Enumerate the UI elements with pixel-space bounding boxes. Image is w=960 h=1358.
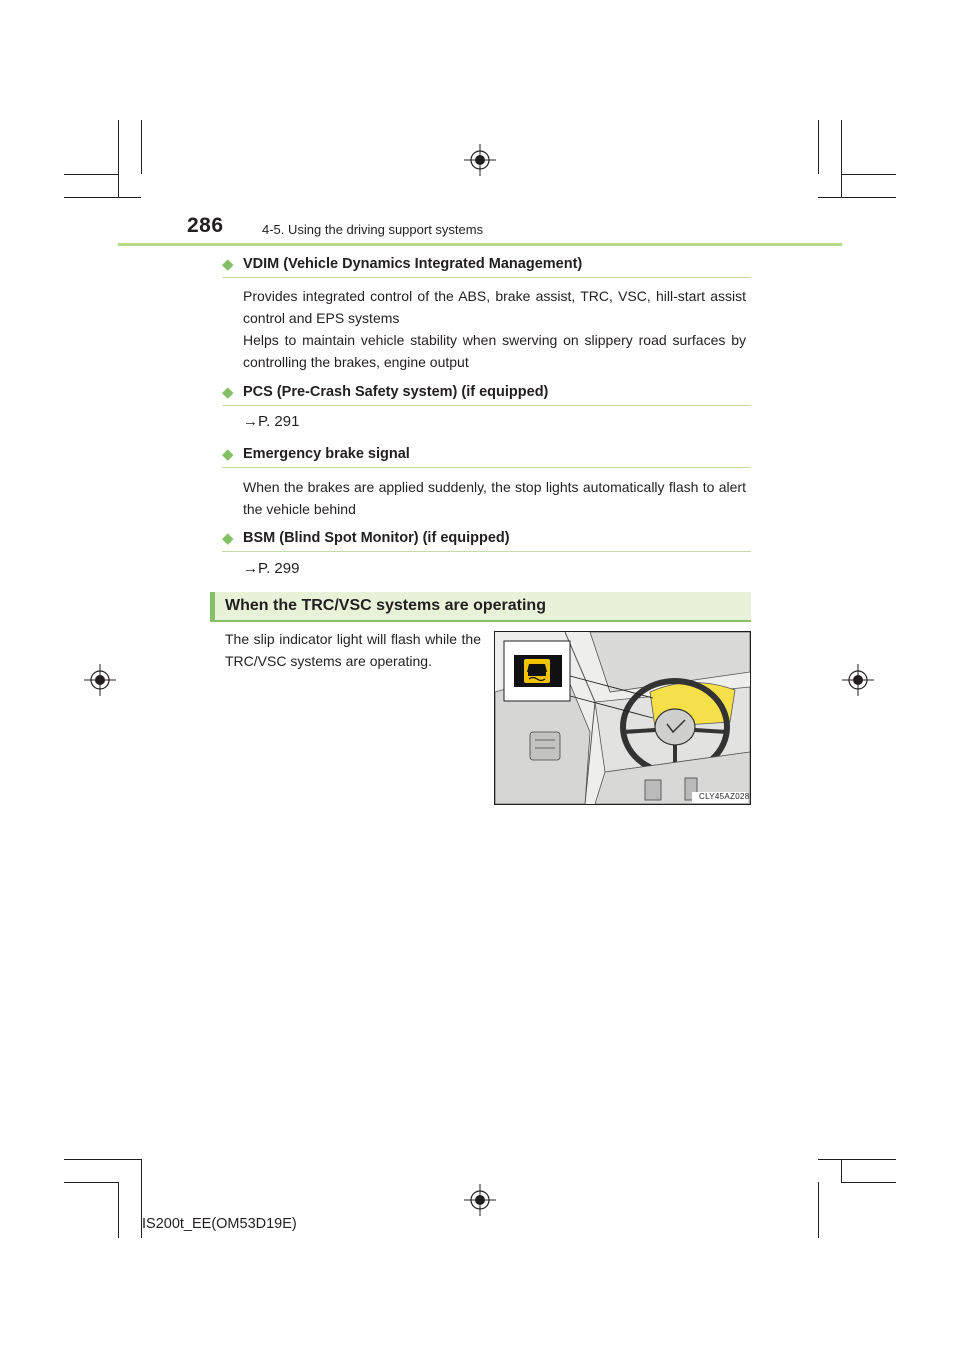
registration-mark-icon	[464, 1184, 496, 1216]
dashboard-illustration	[494, 631, 751, 805]
slip-indicator-icon	[524, 659, 550, 683]
section-rule	[210, 620, 751, 622]
diamond-icon: ◆	[222, 446, 234, 463]
registration-mark-icon	[842, 664, 874, 696]
cockpit-drawing-icon	[495, 632, 750, 804]
crop-mark	[818, 1159, 896, 1160]
item-body: Provides integrated control of the ABS, brake assist, TRC, VSC, hill-start assist control and EPS systems	[243, 288, 746, 326]
item-rule	[222, 405, 751, 406]
crop-mark	[841, 1182, 896, 1183]
document-id: IS200t_EE(OM53D19E)	[142, 1216, 297, 1232]
registration-mark-icon	[464, 144, 496, 176]
crop-mark	[64, 197, 141, 198]
page-reference: →P. 291	[243, 413, 300, 430]
item-heading-text: PCS (Pre-Crash Safety system) (if equipped)	[243, 384, 549, 400]
header-rule	[118, 243, 842, 246]
crop-mark	[64, 1182, 118, 1183]
crop-mark	[64, 1159, 141, 1160]
diamond-icon: ◆	[222, 256, 234, 273]
section-title: 4-5. Using the driving support systems	[262, 222, 484, 237]
crop-mark	[818, 120, 819, 174]
registration-mark-icon	[84, 664, 116, 696]
item-heading-text: VDIM (Vehicle Dynamics Integrated Management)	[243, 256, 583, 272]
item-rule	[222, 551, 751, 552]
section-heading: When the TRC/VSC systems are operating	[225, 597, 546, 614]
crop-mark	[841, 174, 896, 175]
figure-code: CLY45AZ028	[699, 792, 750, 801]
item-body: When the brakes are applied suddenly, the stop lights automatically flash to alert the vehicle behind	[243, 479, 746, 517]
crop-mark	[118, 120, 119, 198]
diamond-icon: ◆	[222, 530, 234, 547]
item-body: Helps to maintain vehicle stability when swerving on slippery road surfaces by controlling the brakes, engine output	[243, 332, 746, 370]
crop-mark	[118, 1182, 119, 1238]
page-number: 286	[187, 214, 224, 237]
crop-mark	[841, 1159, 842, 1182]
section-paragraph: The slip indicator light will flash while the TRC/VSC systems are operating.	[225, 631, 481, 669]
crop-mark	[818, 1182, 819, 1238]
crop-mark	[818, 197, 896, 198]
item-heading-text: BSM (Blind Spot Monitor) (if equipped)	[243, 530, 510, 546]
item-heading-bsm	[222, 529, 510, 547]
crop-mark	[64, 174, 118, 175]
crop-mark	[141, 120, 142, 174]
item-heading-vdim	[222, 255, 582, 273]
item-heading-pcs	[222, 383, 548, 401]
item-heading-text: Emergency brake signal	[243, 446, 410, 462]
item-heading-emergency-brake	[222, 445, 410, 463]
item-rule	[222, 467, 751, 468]
diamond-icon: ◆	[222, 384, 234, 401]
crop-mark	[841, 120, 842, 198]
page-reference: →P. 299	[243, 560, 300, 577]
item-rule	[222, 277, 751, 278]
